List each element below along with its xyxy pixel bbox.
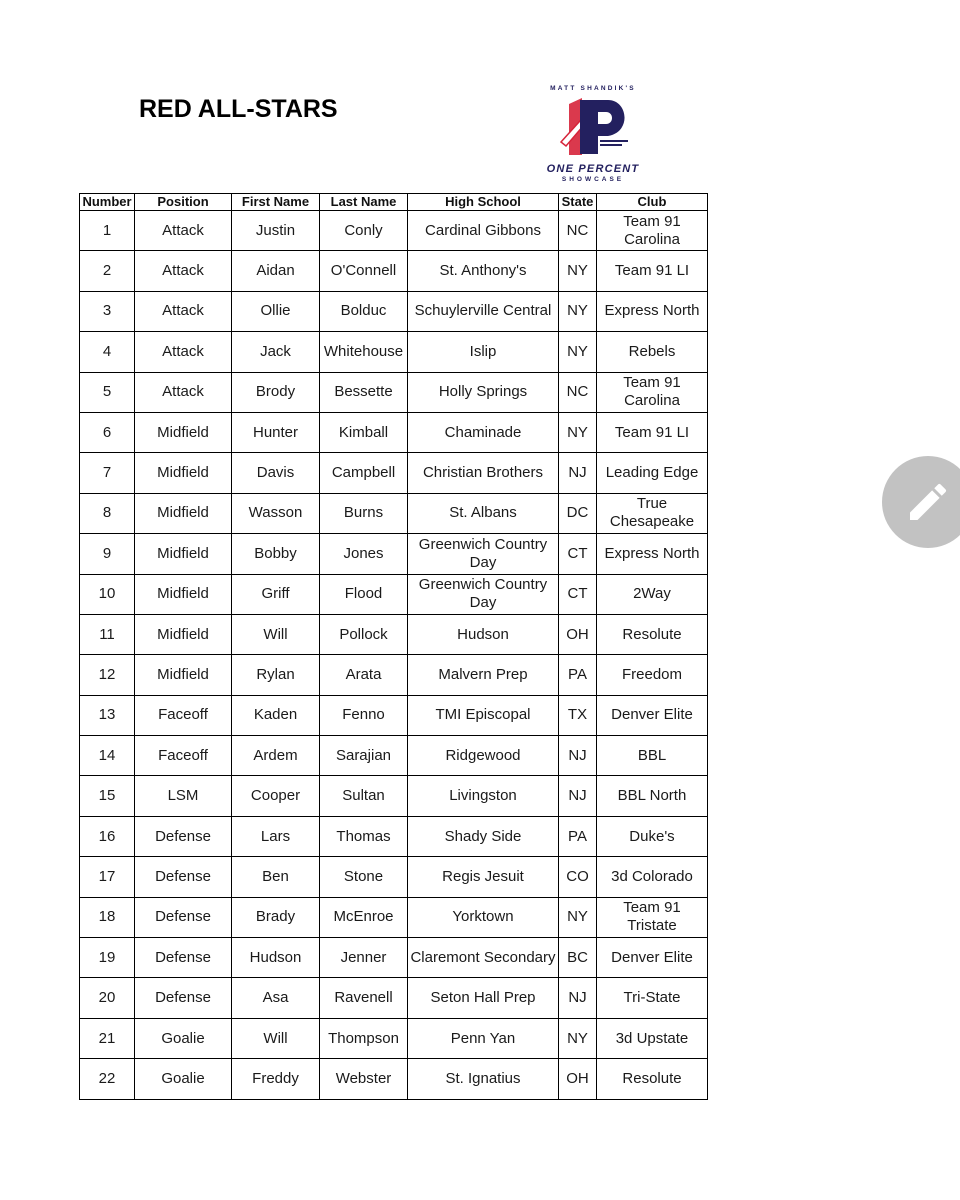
cell-first-name: Will xyxy=(232,1018,320,1058)
table-row xyxy=(80,372,708,412)
cell-high-school: Christian Brothers xyxy=(408,453,559,493)
header-first-name: First Name xyxy=(232,194,320,211)
cell-last-name: Whitehouse xyxy=(320,332,408,372)
cell-first-name: Brady xyxy=(232,897,320,937)
cell-last-name: Sarajian xyxy=(320,736,408,776)
header-position: Position xyxy=(135,194,232,211)
header-number: Number xyxy=(80,194,135,211)
table-row xyxy=(80,655,708,695)
cell-high-school: Claremont Secondary xyxy=(408,938,559,978)
cell-club: Denver Elite xyxy=(597,938,708,978)
cell-state: CT xyxy=(559,574,597,614)
cell-last-name: Burns xyxy=(320,493,408,533)
cell-number: 7 xyxy=(80,453,135,493)
cell-high-school: Holly Springs xyxy=(408,372,559,412)
cell-high-school: Islip xyxy=(408,332,559,372)
cell-position: Attack xyxy=(135,251,232,291)
table-row xyxy=(80,574,708,614)
cell-position: Attack xyxy=(135,372,232,412)
header-high-school: High School xyxy=(408,194,559,211)
showcase-logo xyxy=(528,82,658,184)
cell-first-name: Griff xyxy=(232,574,320,614)
table-header-row xyxy=(80,194,708,211)
cell-state: DC xyxy=(559,493,597,533)
cell-club: Duke's xyxy=(597,816,708,856)
cell-last-name: Thomas xyxy=(320,816,408,856)
cell-number: 13 xyxy=(80,695,135,735)
cell-state: PA xyxy=(559,655,597,695)
cell-last-name: Stone xyxy=(320,857,408,897)
table-row xyxy=(80,412,708,452)
cell-position: Defense xyxy=(135,816,232,856)
cell-state: OH xyxy=(559,614,597,654)
cell-last-name: Bessette xyxy=(320,372,408,412)
cell-number: 18 xyxy=(80,897,135,937)
cell-first-name: Brody xyxy=(232,372,320,412)
cell-state: NJ xyxy=(559,978,597,1018)
cell-club: Resolute xyxy=(597,614,708,654)
cell-club: 3d Colorado xyxy=(597,857,708,897)
header-last-name: Last Name xyxy=(320,194,408,211)
cell-club: Express North xyxy=(597,534,708,574)
cell-last-name: Ravenell xyxy=(320,978,408,1018)
cell-last-name: Jenner xyxy=(320,938,408,978)
cell-position: Midfield xyxy=(135,534,232,574)
logo-top-text: MATT SHANDIK'S xyxy=(550,85,636,92)
cell-number: 1 xyxy=(80,211,135,251)
cell-first-name: Ardem xyxy=(232,736,320,776)
cell-number: 17 xyxy=(80,857,135,897)
cell-club: Team 91 Tristate xyxy=(597,897,708,937)
roster-table xyxy=(79,193,708,1100)
table-row xyxy=(80,493,708,533)
cell-number: 10 xyxy=(80,574,135,614)
table-row xyxy=(80,1018,708,1058)
table-row xyxy=(80,291,708,331)
cell-number: 21 xyxy=(80,1018,135,1058)
cell-high-school: Shady Side xyxy=(408,816,559,856)
cell-club: BBL North xyxy=(597,776,708,816)
cell-number: 8 xyxy=(80,493,135,533)
cell-club: Leading Edge xyxy=(597,453,708,493)
cell-position: Goalie xyxy=(135,1018,232,1058)
cell-high-school: Malvern Prep xyxy=(408,655,559,695)
table-row xyxy=(80,614,708,654)
cell-number: 19 xyxy=(80,938,135,978)
table-row xyxy=(80,857,708,897)
cell-high-school: Cardinal Gibbons xyxy=(408,211,559,251)
cell-state: NJ xyxy=(559,776,597,816)
cell-first-name: Will xyxy=(232,614,320,654)
cell-high-school: St. Anthony's xyxy=(408,251,559,291)
cell-number: 3 xyxy=(80,291,135,331)
cell-last-name: Bolduc xyxy=(320,291,408,331)
table-row xyxy=(80,332,708,372)
cell-club: Resolute xyxy=(597,1059,708,1099)
table-row xyxy=(80,1059,708,1099)
cell-state: PA xyxy=(559,816,597,856)
cell-club: Express North xyxy=(597,291,708,331)
cell-high-school: Yorktown xyxy=(408,897,559,937)
cell-state: CO xyxy=(559,857,597,897)
cell-state: NC xyxy=(559,372,597,412)
cell-state: NY xyxy=(559,291,597,331)
cell-position: Faceoff xyxy=(135,695,232,735)
cell-number: 20 xyxy=(80,978,135,1018)
cell-club: Team 91 LI xyxy=(597,412,708,452)
cell-first-name: Ben xyxy=(232,857,320,897)
cell-first-name: Wasson xyxy=(232,493,320,533)
cell-position: Midfield xyxy=(135,412,232,452)
cell-high-school: Regis Jesuit xyxy=(408,857,559,897)
cell-number: 15 xyxy=(80,776,135,816)
cell-last-name: Kimball xyxy=(320,412,408,452)
cell-first-name: Hudson xyxy=(232,938,320,978)
cell-high-school: Schuylerville Central xyxy=(408,291,559,331)
cell-high-school: St. Ignatius xyxy=(408,1059,559,1099)
cell-position: Goalie xyxy=(135,1059,232,1099)
table-row xyxy=(80,776,708,816)
cell-first-name: Jack xyxy=(232,332,320,372)
document-title: RED ALL-STARS xyxy=(139,95,338,123)
cell-number: 4 xyxy=(80,332,135,372)
cell-number: 14 xyxy=(80,736,135,776)
cell-position: Midfield xyxy=(135,493,232,533)
cell-position: Faceoff xyxy=(135,736,232,776)
cell-club: 3d Upstate xyxy=(597,1018,708,1058)
cell-position: Midfield xyxy=(135,614,232,654)
cell-number: 22 xyxy=(80,1059,135,1099)
cell-last-name: O'Connell xyxy=(320,251,408,291)
cell-last-name: Campbell xyxy=(320,453,408,493)
cell-number: 2 xyxy=(80,251,135,291)
header-club: Club xyxy=(597,194,708,211)
table-row xyxy=(80,534,708,574)
cell-state: NY xyxy=(559,332,597,372)
cell-last-name: Jones xyxy=(320,534,408,574)
cell-high-school: Greenwich Country Day xyxy=(408,534,559,574)
cell-number: 16 xyxy=(80,816,135,856)
table-row xyxy=(80,816,708,856)
cell-high-school: Ridgewood xyxy=(408,736,559,776)
cell-first-name: Kaden xyxy=(232,695,320,735)
cell-last-name: McEnroe xyxy=(320,897,408,937)
cell-first-name: Aidan xyxy=(232,251,320,291)
cell-position: Defense xyxy=(135,938,232,978)
cell-club: Freedom xyxy=(597,655,708,695)
cell-high-school: Hudson xyxy=(408,614,559,654)
edit-button[interactable] xyxy=(882,456,960,548)
cell-state: NJ xyxy=(559,453,597,493)
cell-state: CT xyxy=(559,534,597,574)
cell-club: Tri-State xyxy=(597,978,708,1018)
cell-club: Team 91 LI xyxy=(597,251,708,291)
cell-high-school: St. Albans xyxy=(408,493,559,533)
cell-first-name: Ollie xyxy=(232,291,320,331)
roster-body xyxy=(80,211,708,1100)
cell-state: TX xyxy=(559,695,597,735)
table-row xyxy=(80,736,708,776)
cell-first-name: Asa xyxy=(232,978,320,1018)
cell-number: 6 xyxy=(80,412,135,452)
cell-position: Midfield xyxy=(135,655,232,695)
cell-club: 2Way xyxy=(597,574,708,614)
cell-last-name: Flood xyxy=(320,574,408,614)
cell-club: Denver Elite xyxy=(597,695,708,735)
cell-position: Midfield xyxy=(135,453,232,493)
cell-last-name: Thompson xyxy=(320,1018,408,1058)
cell-first-name: Hunter xyxy=(232,412,320,452)
cell-first-name: Cooper xyxy=(232,776,320,816)
cell-last-name: Webster xyxy=(320,1059,408,1099)
cell-position: Attack xyxy=(135,332,232,372)
header-state: State xyxy=(559,194,597,211)
cell-first-name: Lars xyxy=(232,816,320,856)
cell-first-name: Bobby xyxy=(232,534,320,574)
cell-high-school: Greenwich Country Day xyxy=(408,574,559,614)
cell-position: Midfield xyxy=(135,574,232,614)
cell-club: BBL xyxy=(597,736,708,776)
cell-club: Rebels xyxy=(597,332,708,372)
table-row xyxy=(80,695,708,735)
cell-first-name: Freddy xyxy=(232,1059,320,1099)
cell-state: NY xyxy=(559,1018,597,1058)
cell-last-name: Arata xyxy=(320,655,408,695)
cell-number: 11 xyxy=(80,614,135,654)
cell-high-school: Chaminade xyxy=(408,412,559,452)
logo-line2: SHOWCASE xyxy=(561,176,625,183)
cell-high-school: Seton Hall Prep xyxy=(408,978,559,1018)
cell-first-name: Justin xyxy=(232,211,320,251)
cell-first-name: Rylan xyxy=(232,655,320,695)
cell-high-school: Penn Yan xyxy=(408,1018,559,1058)
table-row xyxy=(80,978,708,1018)
cell-position: Defense xyxy=(135,978,232,1018)
table-row xyxy=(80,938,708,978)
cell-last-name: Sultan xyxy=(320,776,408,816)
cell-first-name: Davis xyxy=(232,453,320,493)
cell-club: True Chesapeake xyxy=(597,493,708,533)
cell-number: 5 xyxy=(80,372,135,412)
cell-position: Attack xyxy=(135,211,232,251)
cell-position: Defense xyxy=(135,857,232,897)
cell-state: NC xyxy=(559,211,597,251)
cell-last-name: Conly xyxy=(320,211,408,251)
cell-state: OH xyxy=(559,1059,597,1099)
logo-line1: ONE PERCENT xyxy=(546,163,640,175)
cell-number: 12 xyxy=(80,655,135,695)
cell-state: NJ xyxy=(559,736,597,776)
one-percent-showcase-logo xyxy=(528,82,658,184)
cell-state: NY xyxy=(559,897,597,937)
cell-state: BC xyxy=(559,938,597,978)
cell-position: LSM xyxy=(135,776,232,816)
cell-high-school: TMI Episcopal xyxy=(408,695,559,735)
table-row xyxy=(80,251,708,291)
table-row xyxy=(80,453,708,493)
cell-last-name: Pollock xyxy=(320,614,408,654)
cell-number: 9 xyxy=(80,534,135,574)
pencil-icon xyxy=(904,478,952,526)
table-row xyxy=(80,211,708,251)
cell-last-name: Fenno xyxy=(320,695,408,735)
table-row xyxy=(80,897,708,937)
cell-state: NY xyxy=(559,251,597,291)
cell-high-school: Livingston xyxy=(408,776,559,816)
cell-position: Attack xyxy=(135,291,232,331)
cell-state: NY xyxy=(559,412,597,452)
cell-position: Defense xyxy=(135,897,232,937)
cell-club: Team 91 Carolina xyxy=(597,372,708,412)
cell-club: Team 91 Carolina xyxy=(597,211,708,251)
